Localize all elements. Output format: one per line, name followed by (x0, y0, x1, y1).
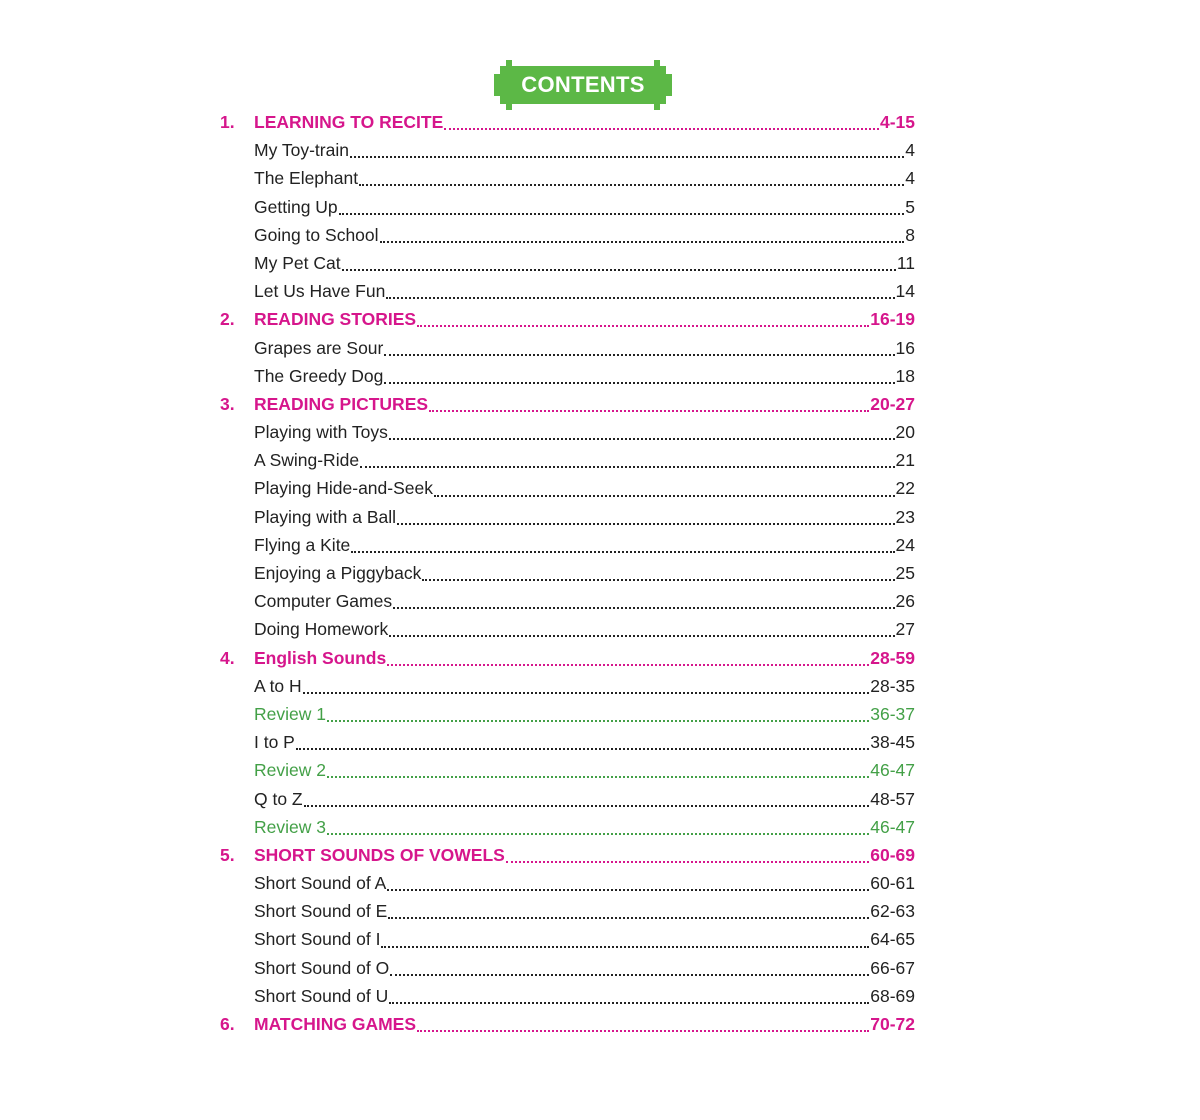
item-title: Grapes are Sour (254, 337, 384, 358)
toc-chapter-row[interactable] (220, 1010, 915, 1038)
item-pages: 20 (895, 422, 915, 443)
toc-item-row[interactable] (220, 672, 915, 700)
toc-item-row[interactable] (220, 446, 915, 474)
item-title: Let Us Have Fun (254, 281, 386, 302)
dot-leader (350, 156, 904, 158)
item-pages: 60-61 (870, 873, 915, 894)
dot-leader (351, 551, 894, 553)
item-title: My Toy-train (254, 140, 349, 161)
item-title: Short Sound of O (254, 957, 390, 978)
dot-leader (389, 635, 894, 637)
toc-chapter-row[interactable] (220, 644, 915, 672)
item-title: Playing with Toys (254, 422, 388, 443)
toc-item-row[interactable] (220, 925, 915, 953)
item-pages: 14 (895, 281, 915, 302)
item-pages: 22 (895, 478, 915, 499)
chapter-title: SHORT SOUNDS OF VOWELS (254, 844, 505, 865)
dot-leader (389, 438, 895, 440)
toc-item-row[interactable] (220, 164, 915, 192)
toc-item-row[interactable] (220, 418, 915, 446)
toc-item-row[interactable] (220, 559, 915, 587)
dot-leader (304, 805, 870, 807)
item-title: Short Sound of U (254, 985, 389, 1006)
item-pages: 4 (905, 168, 915, 189)
dot-leader (444, 128, 879, 130)
dot-leader (389, 1002, 869, 1004)
item-pages: 24 (895, 534, 915, 555)
chapter-number: 2. (220, 309, 235, 330)
item-pages: 23 (895, 506, 915, 527)
dot-leader (327, 833, 869, 835)
toc-item-row[interactable] (220, 869, 915, 897)
item-pages: 68-69 (870, 985, 915, 1006)
toc-item-row[interactable] (220, 503, 915, 531)
toc-item-row[interactable] (220, 362, 915, 390)
table-of-contents (220, 108, 915, 1038)
item-title: Short Sound of E (254, 901, 388, 922)
dot-leader (422, 579, 894, 581)
item-title: A Swing-Ride (254, 450, 360, 471)
toc-item-row[interactable] (220, 249, 915, 277)
toc-review-row[interactable] (220, 756, 915, 784)
item-title: Review 3 (254, 816, 326, 837)
chapter-pages: 70-72 (870, 1014, 915, 1034)
toc-item-row[interactable] (220, 785, 915, 813)
dot-leader (417, 1030, 869, 1032)
badge-corner (506, 60, 512, 66)
toc-review-row[interactable] (220, 700, 915, 728)
item-pages: 66-67 (870, 957, 915, 978)
toc-item-row[interactable] (220, 136, 915, 164)
dot-leader (303, 692, 870, 694)
item-pages: 28-35 (870, 675, 915, 696)
item-pages: 25 (895, 563, 915, 583)
item-title: Doing Homework (254, 619, 389, 640)
toc-item-row[interactable] (220, 982, 915, 1010)
dot-leader (386, 297, 894, 299)
item-title: Flying a Kite (254, 534, 351, 555)
item-title: Computer Games (254, 591, 393, 612)
badge-corner (666, 74, 672, 96)
toc-item-row[interactable] (220, 193, 915, 221)
item-pages: 46-47 (870, 760, 915, 781)
dot-leader (387, 664, 869, 666)
dot-leader (342, 269, 896, 271)
item-pages: 27 (895, 619, 915, 640)
chapter-number: 6. (220, 1014, 235, 1034)
item-title: Playing Hide-and-Seek (254, 478, 433, 499)
item-pages: 48-57 (870, 788, 915, 809)
toc-item-row[interactable] (220, 531, 915, 559)
toc-item-row[interactable] (220, 897, 915, 925)
badge-corner (654, 60, 660, 66)
chapter-pages: 60-69 (870, 844, 915, 865)
contents-heading: CONTENTS (521, 72, 645, 97)
item-pages: 16 (895, 337, 915, 358)
item-pages: 5 (905, 196, 915, 217)
toc-item-row[interactable] (220, 587, 915, 615)
item-pages: 21 (895, 450, 915, 471)
item-pages: 38-45 (870, 732, 915, 753)
item-title: Enjoying a Piggyback (254, 563, 422, 583)
item-title: Review 1 (254, 703, 326, 724)
chapter-pages: 20-27 (870, 393, 915, 414)
item-title: Getting Up (254, 196, 338, 217)
toc-item-row[interactable] (220, 728, 915, 756)
item-title: The Greedy Dog (254, 365, 384, 386)
toc-item-row[interactable] (220, 221, 915, 249)
item-title: The Elephant (254, 168, 359, 189)
dot-leader (429, 410, 869, 412)
chapter-pages: 16-19 (870, 309, 915, 330)
dot-leader (381, 946, 869, 948)
item-title: Q to Z (254, 788, 303, 809)
toc-item-row[interactable] (220, 334, 915, 362)
toc-chapter-row[interactable] (220, 390, 915, 418)
chapter-title: English Sounds (254, 647, 387, 668)
item-pages: 26 (895, 591, 915, 612)
dot-leader (397, 523, 895, 525)
item-title: Review 2 (254, 760, 326, 781)
item-title: My Pet Cat (254, 252, 341, 273)
dot-leader (390, 974, 869, 976)
dot-leader (296, 748, 869, 750)
dot-leader (393, 607, 894, 609)
item-title: Short Sound of I (254, 929, 381, 950)
chapter-title: LEARNING TO RECITE (254, 112, 444, 132)
item-pages: 64-65 (870, 929, 915, 950)
item-pages: 4 (905, 140, 915, 161)
dot-leader (506, 861, 869, 863)
chapter-number: 1. (220, 112, 235, 132)
toc-item-row[interactable] (220, 954, 915, 982)
chapter-pages: 4-15 (879, 112, 915, 132)
item-title: A to H (254, 675, 302, 696)
toc-review-row[interactable] (220, 813, 915, 841)
badge-corner (494, 74, 500, 96)
item-pages: 46-47 (870, 816, 915, 837)
dot-leader (417, 325, 869, 327)
dot-leader (380, 241, 905, 243)
toc-chapter-row[interactable] (220, 305, 915, 333)
item-pages: 36-37 (870, 703, 915, 724)
dot-leader (434, 495, 895, 497)
chapter-pages: 28-59 (870, 647, 915, 668)
chapter-title: READING PICTURES (254, 393, 429, 414)
toc-item-row[interactable] (220, 277, 915, 305)
item-title: Going to School (254, 224, 379, 245)
item-pages: 62-63 (870, 901, 915, 922)
item-title: I to P (254, 732, 295, 753)
chapter-number: 4. (220, 647, 235, 668)
toc-item-row[interactable] (220, 615, 915, 643)
dot-leader (327, 720, 869, 722)
item-pages: 11 (896, 252, 915, 273)
toc-chapter-row[interactable] (220, 841, 915, 869)
chapter-title: MATCHING GAMES (254, 1014, 417, 1034)
toc-chapter-row[interactable] (220, 108, 915, 136)
item-pages: 18 (895, 365, 915, 386)
dot-leader (384, 354, 894, 356)
dot-leader (339, 213, 905, 215)
chapter-number: 3. (220, 393, 235, 414)
dot-leader (327, 776, 869, 778)
item-title: Short Sound of A (254, 873, 387, 894)
chapter-number: 5. (220, 844, 235, 865)
dot-leader (360, 466, 894, 468)
toc-item-row[interactable] (220, 474, 915, 502)
dot-leader (387, 889, 869, 891)
contents-heading-badge (500, 66, 666, 104)
item-pages: 8 (905, 224, 915, 245)
dot-leader (359, 184, 904, 186)
chapter-title: READING STORIES (254, 309, 417, 330)
item-title: Playing with a Ball (254, 506, 397, 527)
dot-leader (384, 382, 894, 384)
dot-leader (388, 917, 869, 919)
